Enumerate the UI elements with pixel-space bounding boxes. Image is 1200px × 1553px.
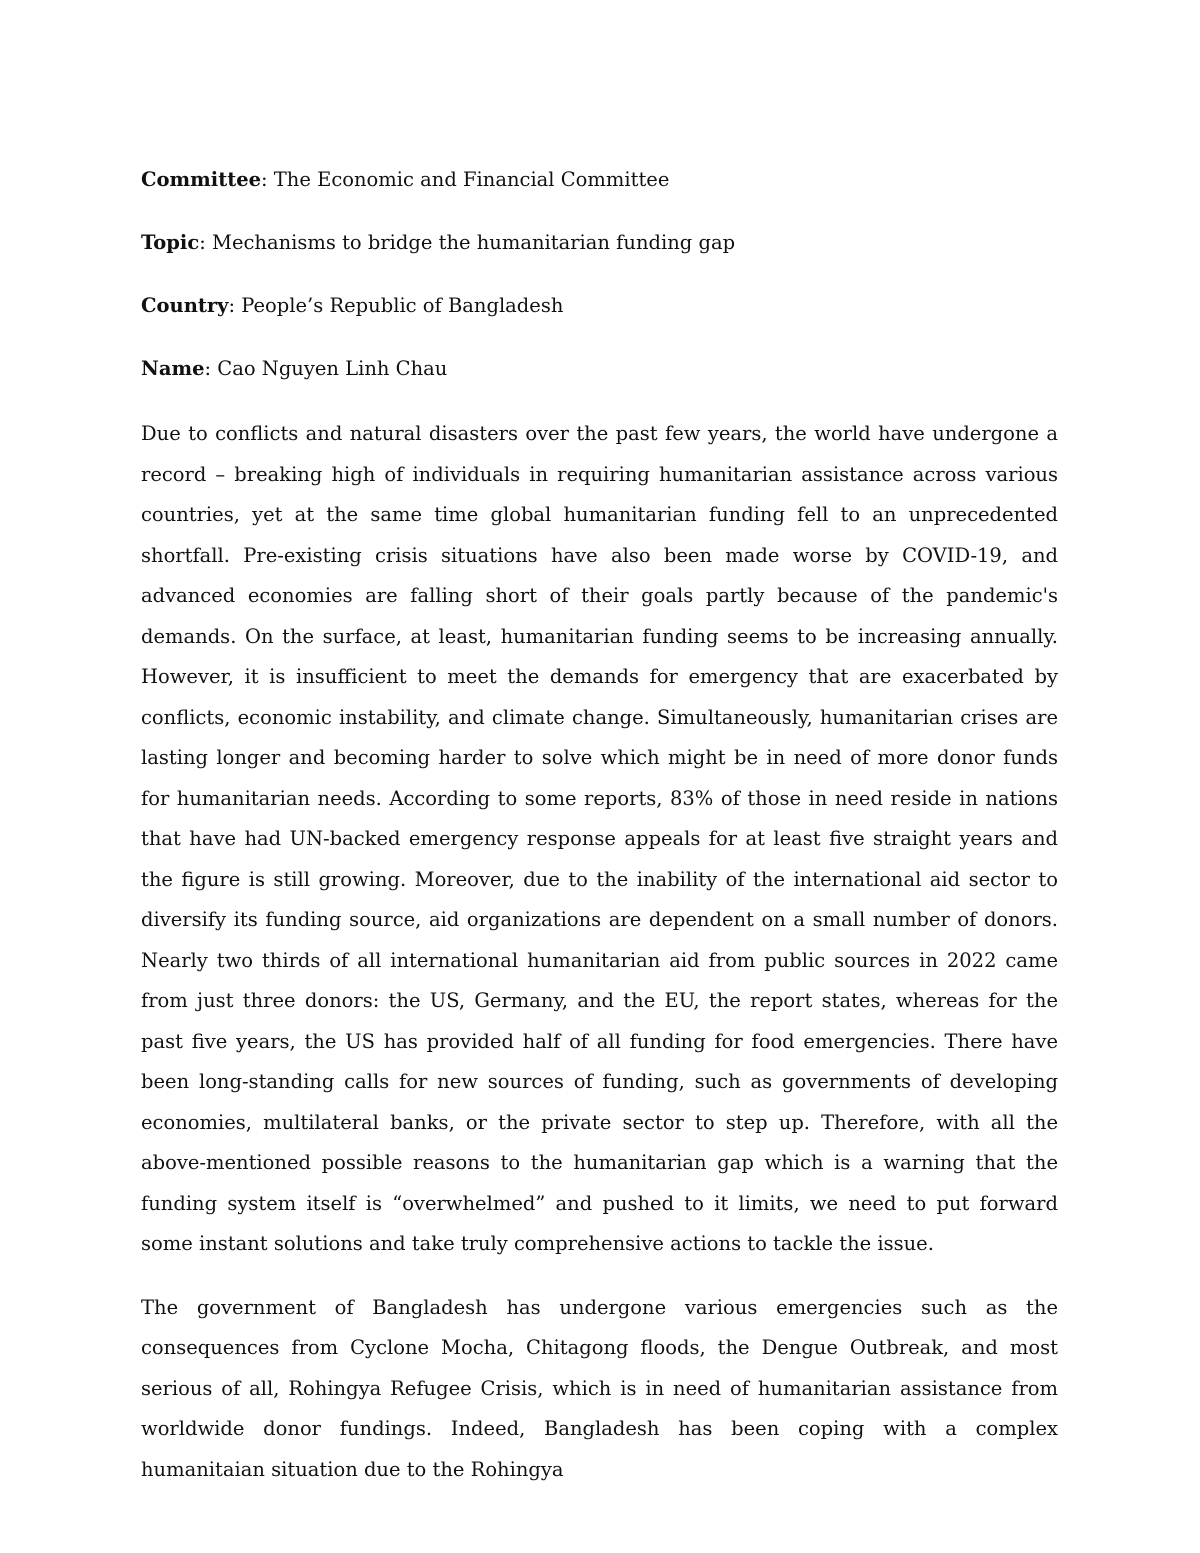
committee-line [141, 164, 1058, 196]
name-label: Name [141, 357, 205, 380]
name-value: : Cao Nguyen Linh Chau [204, 357, 448, 380]
committee-value: : The Economic and Financial Committee [261, 168, 670, 191]
document-body [141, 164, 1058, 1513]
committee-label: Committee [141, 168, 262, 191]
topic-value: : Mechanisms to bridge the humanitarian funding gap [199, 231, 736, 254]
topic-line [141, 227, 1058, 259]
paragraph-2: The government of Bangladesh has undergone various emergencies such as the consequences from Cyclone Mocha, Chitagong floods, the Dengue Outbreak, and most serious of all, Rohingya Refugee Crisis, which is in need of humanitarian assistance from worldwide donor fundings. Indeed, Bangladesh has been coping with a complex humanitaian situation due to the Rohingya [141, 1295, 1058, 1481]
country-line [141, 290, 1058, 322]
topic-label: Topic [141, 231, 200, 254]
paragraph-1: Due to conflicts and natural disasters over the past few years, the world have undergone a record – breaking high of individuals in requiring humanitarian assistance across various countries, yet at the same time global humanitarian funding fell to an unprecedented shortfall. Pre-existing crisis situations have also been made worse by COVID-19, and advanced economies are falling short of their goals partly because of the pandemic's demands. On the surface, at least, humanitarian funding seems to be increasing annually. However, it is insufficient to meet the demands for emergency that are exacerbated by conflicts, economic instability, and climate change. Simultaneously, humanitarian crises are lasting longer and becoming harder to solve which might be in need of more donor funds for humanitarian needs. According to some reports, 83% of those in need reside in nations that have had UN-backed emergency response appeals for at least five straight years and the figure is still growing. Moreover, due to the inability of the international aid sector to diversify its funding source, aid organizations are dependent on a small number of donors. Nearly two thirds of all international humanitarian aid from public sources in 2022 came from just three donors: the US, Germany, and the EU, the report states, whereas for the past five years, the US has provided half of all funding for food emergencies. There have been long-standing calls for new sources of funding, such as governments of developing economies, multilateral banks, or the private sector to step up. Therefore, with all the above-mentioned possible reasons to the humanitarian gap which is a warning that the funding system itself is “overwhelmed” and pushed to it limits, we need to put forward some instant solutions and take truly comprehensive actions to tackle the issue. [141, 422, 1058, 1255]
country-value: : People’s Republic of Bangladesh [228, 294, 564, 317]
name-line [141, 353, 1058, 385]
country-label: Country [141, 294, 229, 317]
